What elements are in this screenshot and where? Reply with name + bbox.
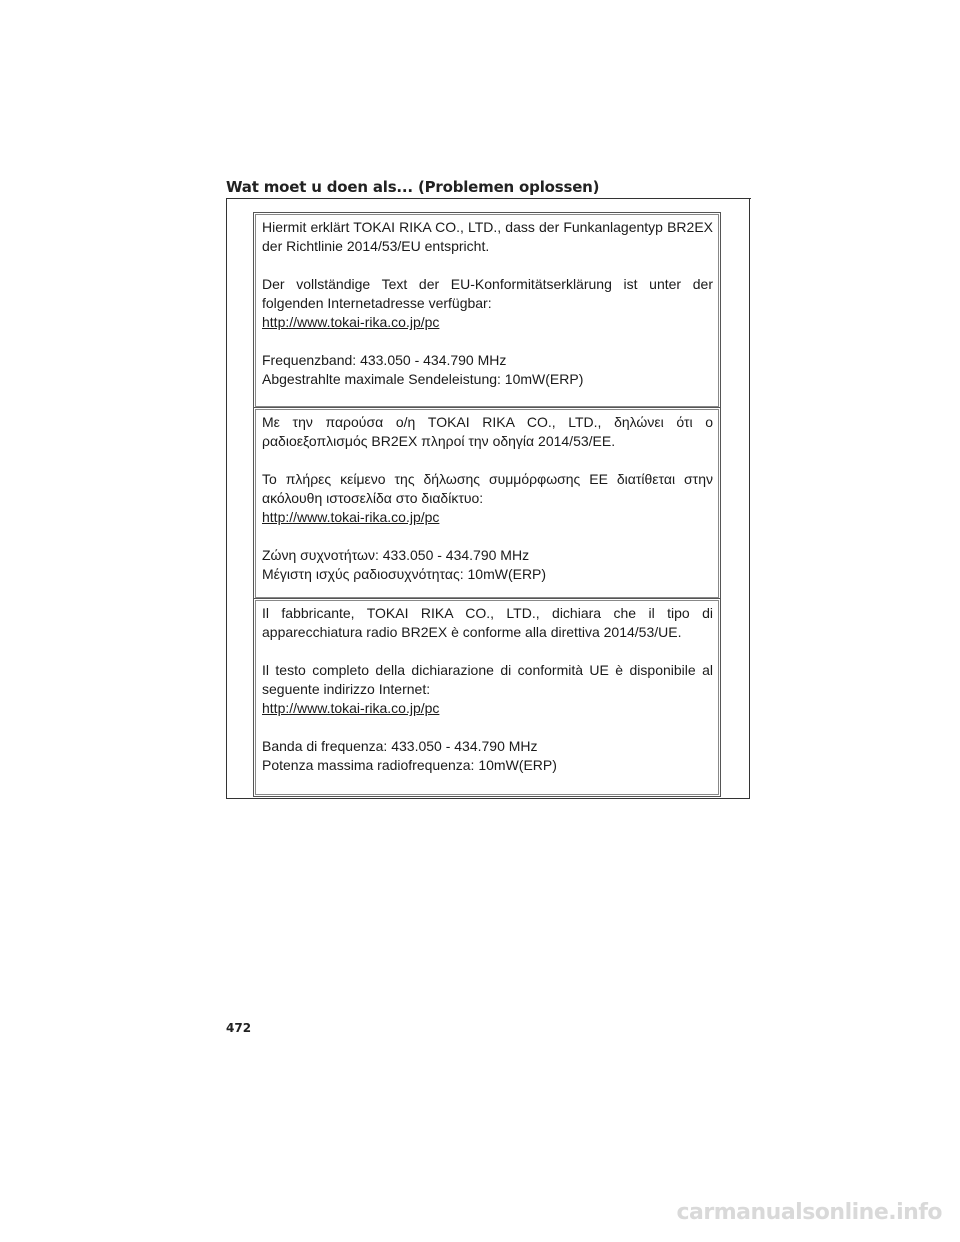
- declaration-statement: Il fabbricante, TOKAI RIKA CO., LTD., dichiara che il tipo di apparecchiatura radio BR2EX è conforme alla direttiva 2014/53/UE.: [262, 605, 713, 640]
- declaration-power: Potenza massima radiofrequenza: 10mW(ERP): [262, 757, 557, 773]
- page-header-title: Wat moet u doen als... (Problemen oplossen): [226, 178, 600, 196]
- declaration-power: Μέγιστη ισχύς ραδιοσυχνότητας: 10mW(ERP): [262, 566, 547, 582]
- page-number: 472: [226, 1021, 252, 1035]
- declaration-url-link[interactable]: http://www.tokai-rika.co.jp/pc: [262, 314, 440, 330]
- declaration-frequency: Frequenzband: 433.050 - 434.790 MHz: [262, 352, 507, 368]
- declaration-statement: Hiermit erklärt TOKAI RIKA CO., LTD., dass der Funkanlagentyp BR2EX der Richtlinie 2014/53/EU entspricht.: [262, 219, 713, 254]
- declaration-frequency: Ζώνη συχνοτήτων: 433.050 - 434.790 MHz: [262, 547, 530, 563]
- declaration-power: Abgestrahlte maximale Sendeleistung: 10mW(ERP): [262, 371, 584, 387]
- declaration-url-link[interactable]: http://www.tokai-rika.co.jp/pc: [262, 700, 440, 716]
- watermark-text: carmanualsonline.info: [676, 1200, 942, 1225]
- declaration-text-intro: Το πλήρες κείμενο της δήλωσης συμμόρφωσης ΕΕ διατίθεται στην ακόλουθη ιστοσελίδα στο διαδίκτυο:: [262, 471, 713, 506]
- declaration-url-link[interactable]: http://www.tokai-rika.co.jp/pc: [262, 509, 440, 525]
- declaration-statement: Με την παρούσα ο/η TOKAI RIKA CO., LTD., δηλώνει ότι ο ραδιοεξοπλισμός BR2EX πληροί την οδηγία 2014/53/ΕΕ.: [262, 414, 713, 449]
- declaration-text-intro: Der vollständige Text der EU-Konformitätserklärung ist unter der folgenden Internetadresse verfügbar:: [262, 276, 713, 311]
- declaration-italian: [253, 598, 721, 797]
- declaration-greek: [253, 407, 721, 600]
- declaration-german: [253, 212, 721, 409]
- declaration-text-intro: Il testo completo della dichiarazione di conformità UE è disponibile al seguente indirizzo Internet:: [262, 662, 713, 697]
- declaration-frequency: Banda di frequenza: 433.050 - 434.790 MHz: [262, 738, 538, 754]
